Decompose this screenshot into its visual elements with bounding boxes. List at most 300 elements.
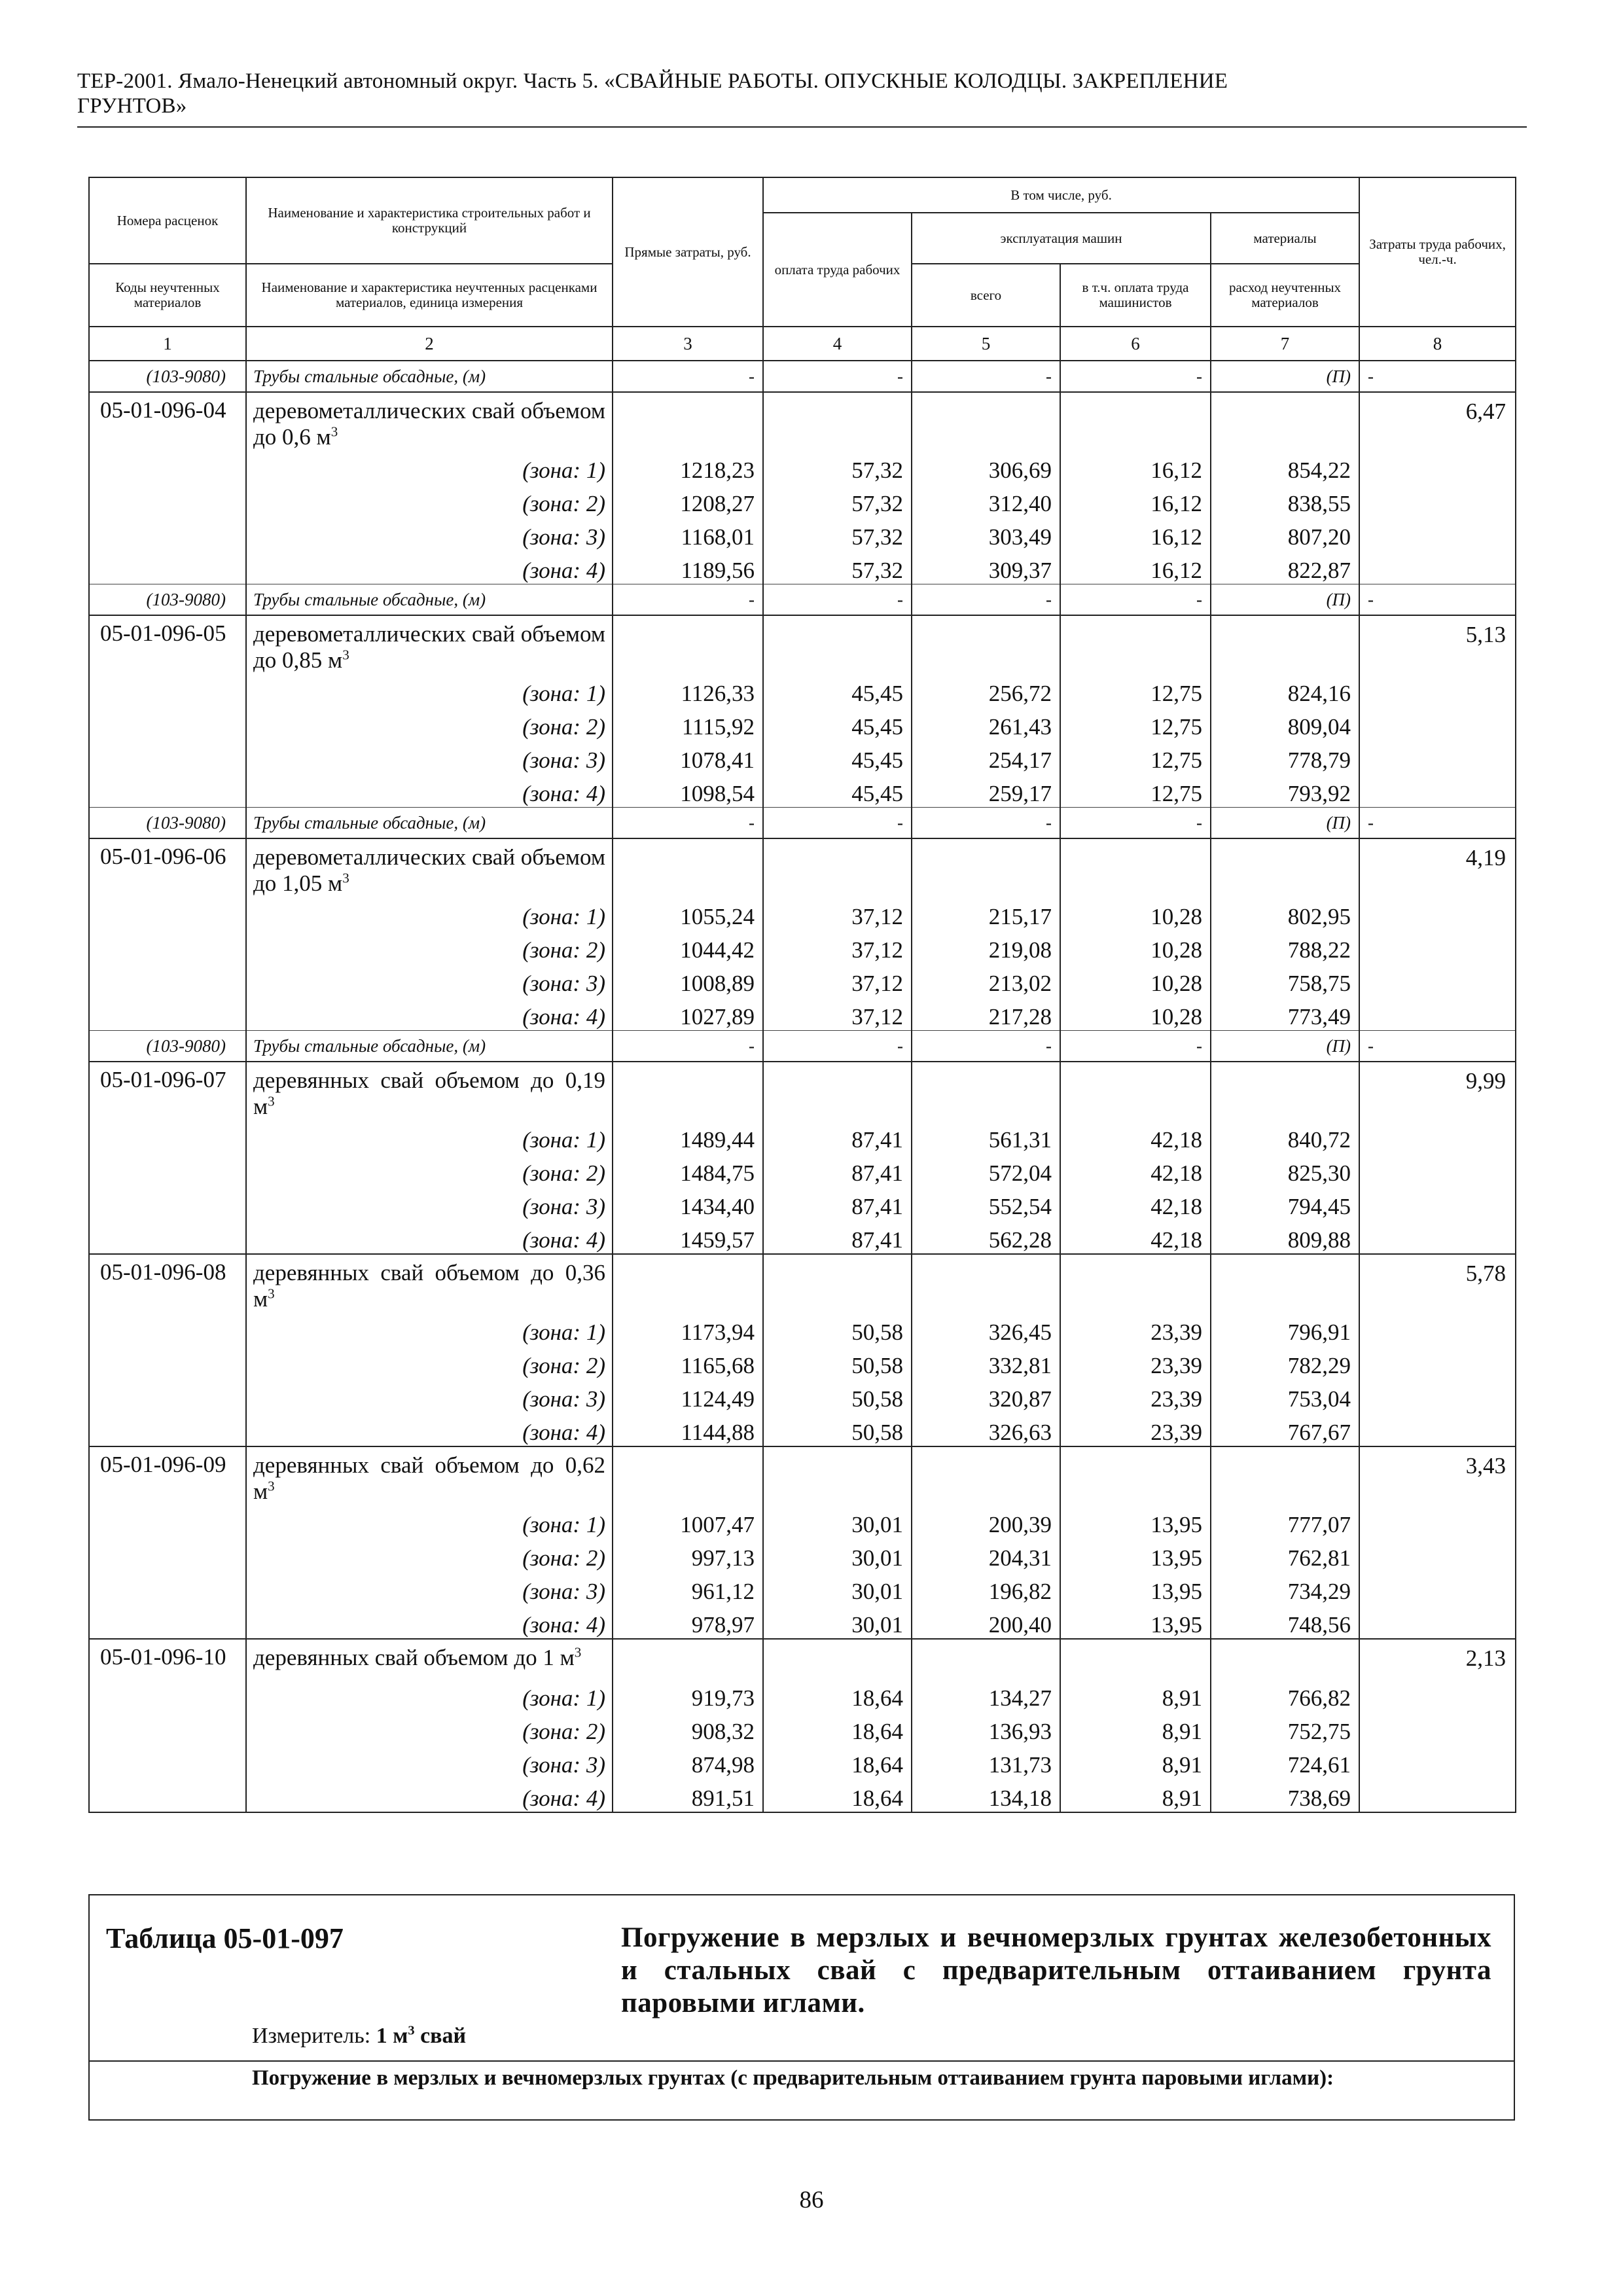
labor-cell xyxy=(1359,673,1516,707)
operators-pay: 23,39 xyxy=(1060,1312,1211,1346)
operators-pay: 10,28 xyxy=(1060,930,1211,963)
empty-cell xyxy=(1211,615,1359,673)
machines-total: 134,27 xyxy=(912,1678,1060,1712)
zone-row xyxy=(89,930,1516,963)
unit-superscript: 3 xyxy=(268,1093,275,1109)
zone-row xyxy=(89,740,1516,774)
machines-total: 561,31 xyxy=(912,1120,1060,1153)
workers-pay: 30,01 xyxy=(763,1605,912,1639)
labor-cell xyxy=(1359,963,1516,997)
zone-label: (зона: 2) xyxy=(246,1153,613,1187)
zone-code-cell xyxy=(89,1120,246,1153)
empty-cell xyxy=(1060,1639,1211,1678)
rate-name-text: деревянных свай объемом до 1 м xyxy=(253,1645,575,1670)
material-consumption: (П) xyxy=(1211,584,1359,616)
pipe-material-row xyxy=(89,808,1516,839)
zone-code-cell xyxy=(89,1538,246,1571)
rate-code: 05-01-096-08 xyxy=(89,1254,246,1312)
empty-cell xyxy=(613,392,763,450)
table-body xyxy=(89,361,1516,1812)
empty-cell xyxy=(763,1254,912,1312)
direct-costs: 1078,41 xyxy=(613,740,763,774)
unit-superscript: 3 xyxy=(342,647,349,663)
operators-pay: 12,75 xyxy=(1060,740,1211,774)
direct-costs: 1489,44 xyxy=(613,1120,763,1153)
zone-code-cell xyxy=(89,484,246,517)
meter-unit: 1 м xyxy=(376,2024,408,2048)
workers-pay: 30,01 xyxy=(763,1538,912,1571)
column-number-6: 6 xyxy=(1060,327,1211,361)
zone-code-cell xyxy=(89,740,246,774)
table-title: Погружение в мерзлых и вечномерзлых грунтах железобетонных и стальных свай с предварительным оттаиванием грунта паровыми иглами. xyxy=(621,1922,1491,2018)
zone-code-cell xyxy=(89,1346,246,1379)
rate-row xyxy=(89,615,1516,673)
machines-total: 320,87 xyxy=(912,1379,1060,1412)
empty-cell xyxy=(1211,838,1359,897)
zone-label: (зона: 3) xyxy=(246,517,613,550)
zone-code-cell xyxy=(89,1153,246,1187)
material-machines: - xyxy=(912,1031,1060,1062)
zone-code-cell xyxy=(89,930,246,963)
rate-name-text: деревометаллических свай объемом до 0,6 м xyxy=(253,398,605,450)
unit-superscript: 3 xyxy=(574,1644,582,1660)
machines-total: 196,82 xyxy=(912,1571,1060,1605)
rate-code: 05-01-096-10 xyxy=(89,1639,246,1678)
empty-cell xyxy=(613,838,763,897)
workers-pay: 57,32 xyxy=(763,484,912,517)
materials-cost: 767,67 xyxy=(1211,1412,1359,1446)
material-consumption: (П) xyxy=(1211,1031,1359,1062)
labor-cell xyxy=(1359,930,1516,963)
rate-row xyxy=(89,1254,1516,1312)
workers-pay: 18,64 xyxy=(763,1712,912,1745)
empty-cell xyxy=(1060,392,1211,450)
empty-cell xyxy=(613,1446,763,1505)
materials-cost: 838,55 xyxy=(1211,484,1359,517)
zone-label: (зона: 3) xyxy=(246,1745,613,1778)
rate-name xyxy=(246,615,613,673)
zone-code-cell xyxy=(89,1712,246,1745)
materials-cost: 782,29 xyxy=(1211,1346,1359,1379)
operators-pay: 23,39 xyxy=(1060,1346,1211,1379)
direct-costs: 1055,24 xyxy=(613,897,763,930)
labor-cell xyxy=(1359,484,1516,517)
meter-prefix: Измеритель: xyxy=(252,2024,376,2048)
material-machines: - xyxy=(912,584,1060,616)
rate-row xyxy=(89,1062,1516,1120)
unit-superscript: 3 xyxy=(342,870,349,886)
operators-pay: 13,95 xyxy=(1060,1538,1211,1571)
material-code: (103-9080) xyxy=(89,808,246,839)
machines-total: 219,08 xyxy=(912,930,1060,963)
operators-pay: 12,75 xyxy=(1060,673,1211,707)
header-material-names: Наименование и характеристика неучтенных расценками материалов, единица измерения xyxy=(246,264,613,327)
material-machines: - xyxy=(912,361,1060,392)
machines-total: 312,40 xyxy=(912,484,1060,517)
labor-cell xyxy=(1359,1678,1516,1712)
labor-cell xyxy=(1359,707,1516,740)
material-operators: - xyxy=(1060,808,1211,839)
zone-row xyxy=(89,1538,1516,1571)
empty-cell xyxy=(912,1254,1060,1312)
rate-name xyxy=(246,1062,613,1120)
material-direct: - xyxy=(613,1031,763,1062)
labor-cell xyxy=(1359,897,1516,930)
machines-total: 131,73 xyxy=(912,1745,1060,1778)
empty-cell xyxy=(763,1446,912,1505)
material-machines: - xyxy=(912,808,1060,839)
empty-cell xyxy=(763,615,912,673)
materials-cost: 762,81 xyxy=(1211,1538,1359,1571)
zone-code-cell xyxy=(89,774,246,808)
zone-row xyxy=(89,1187,1516,1220)
zone-code-cell xyxy=(89,1412,246,1446)
empty-cell xyxy=(1060,1062,1211,1120)
materials-cost: 766,82 xyxy=(1211,1678,1359,1712)
labor-cell xyxy=(1359,1379,1516,1412)
zone-label: (зона: 2) xyxy=(246,1346,613,1379)
zone-row xyxy=(89,673,1516,707)
rate-code: 05-01-096-04 xyxy=(89,392,246,450)
rate-code: 05-01-096-05 xyxy=(89,615,246,673)
operators-pay: 16,12 xyxy=(1060,450,1211,484)
material-operators: - xyxy=(1060,584,1211,616)
workers-pay: 87,41 xyxy=(763,1153,912,1187)
material-pay: - xyxy=(763,1031,912,1062)
direct-costs: 874,98 xyxy=(613,1745,763,1778)
operators-pay: 10,28 xyxy=(1060,963,1211,997)
operators-pay: 42,18 xyxy=(1060,1153,1211,1187)
zone-row xyxy=(89,774,1516,808)
zone-row xyxy=(89,1120,1516,1153)
machines-total: 259,17 xyxy=(912,774,1060,808)
labor-cell xyxy=(1359,997,1516,1031)
operators-pay: 13,95 xyxy=(1060,1605,1211,1639)
workers-pay: 45,45 xyxy=(763,707,912,740)
labor-cell xyxy=(1359,1187,1516,1220)
materials-cost: 854,22 xyxy=(1211,450,1359,484)
labor-costs: 4,19 xyxy=(1359,838,1516,897)
materials-cost: 738,69 xyxy=(1211,1778,1359,1812)
rate-name xyxy=(246,1254,613,1312)
direct-costs: 961,12 xyxy=(613,1571,763,1605)
zone-row xyxy=(89,897,1516,930)
header-labor-costs: Затраты труда рабочих, чел.-ч. xyxy=(1359,177,1516,327)
header-rule xyxy=(77,126,1527,128)
zone-code-cell xyxy=(89,673,246,707)
column-numbers-row xyxy=(89,327,1516,361)
zone-row xyxy=(89,1745,1516,1778)
column-number-7: 7 xyxy=(1211,327,1359,361)
zone-code-cell xyxy=(89,1745,246,1778)
direct-costs: 919,73 xyxy=(613,1678,763,1712)
measurement-unit xyxy=(252,2024,466,2049)
empty-cell xyxy=(613,615,763,673)
labor-cell xyxy=(1359,1712,1516,1745)
direct-costs: 1459,57 xyxy=(613,1220,763,1254)
column-number-8: 8 xyxy=(1359,327,1516,361)
materials-cost: 777,07 xyxy=(1211,1505,1359,1538)
materials-cost: 758,75 xyxy=(1211,963,1359,997)
table-header xyxy=(89,177,1516,361)
zone-row xyxy=(89,1346,1516,1379)
material-pay: - xyxy=(763,361,912,392)
labor-cell xyxy=(1359,774,1516,808)
empty-cell xyxy=(1060,838,1211,897)
empty-cell xyxy=(1211,1446,1359,1505)
direct-costs: 1484,75 xyxy=(613,1153,763,1187)
operators-pay: 42,18 xyxy=(1060,1187,1211,1220)
empty-cell xyxy=(1060,615,1211,673)
material-pay: - xyxy=(763,584,912,616)
materials-cost: 824,16 xyxy=(1211,673,1359,707)
material-consumption: (П) xyxy=(1211,361,1359,392)
machines-total: 552,54 xyxy=(912,1187,1060,1220)
zone-code-cell xyxy=(89,1678,246,1712)
operators-pay: 16,12 xyxy=(1060,550,1211,584)
empty-cell xyxy=(763,1062,912,1120)
zone-code-cell xyxy=(89,1312,246,1346)
pipe-material-row xyxy=(89,361,1516,392)
zone-label: (зона: 4) xyxy=(246,1412,613,1446)
table-05-01-097-heading xyxy=(88,1894,1515,2121)
workers-pay: 18,64 xyxy=(763,1678,912,1712)
column-number-3: 3 xyxy=(613,327,763,361)
material-name: Трубы стальные обсадные, (м) xyxy=(246,584,613,616)
machines-total: 332,81 xyxy=(912,1346,1060,1379)
header-machines-total: всего xyxy=(912,264,1060,327)
unit-superscript: 3 xyxy=(268,1285,275,1302)
labor-cell xyxy=(1359,450,1516,484)
rate-name xyxy=(246,392,613,450)
zone-label: (зона: 1) xyxy=(246,450,613,484)
direct-costs: 1126,33 xyxy=(613,673,763,707)
rate-code: 05-01-096-07 xyxy=(89,1062,246,1120)
labor-costs: 3,43 xyxy=(1359,1446,1516,1505)
column-number-2: 2 xyxy=(246,327,613,361)
zone-code-cell xyxy=(89,1187,246,1220)
materials-cost: 796,91 xyxy=(1211,1312,1359,1346)
operators-pay: 8,91 xyxy=(1060,1745,1211,1778)
machines-total: 254,17 xyxy=(912,740,1060,774)
zone-row xyxy=(89,1571,1516,1605)
empty-cell xyxy=(613,1062,763,1120)
rate-name xyxy=(246,1446,613,1505)
labor-cell xyxy=(1359,1778,1516,1812)
zone-label: (зона: 3) xyxy=(246,1187,613,1220)
zone-label: (зона: 4) xyxy=(246,997,613,1031)
workers-pay: 45,45 xyxy=(763,740,912,774)
workers-pay: 50,58 xyxy=(763,1312,912,1346)
zone-row xyxy=(89,1778,1516,1812)
section-divider xyxy=(90,2060,1514,2062)
header-workers-pay: оплата труда рабочих xyxy=(763,213,912,327)
column-number-1: 1 xyxy=(89,327,246,361)
direct-costs: 1434,40 xyxy=(613,1187,763,1220)
zone-row xyxy=(89,450,1516,484)
labor-cell xyxy=(1359,1346,1516,1379)
header-operators-pay: в т.ч. оплата труда машинистов xyxy=(1060,264,1211,327)
materials-cost: 822,87 xyxy=(1211,550,1359,584)
rate-row xyxy=(89,1446,1516,1505)
header-work-name: Наименование и характеристика строительных работ и конструкций xyxy=(246,177,613,264)
labor-costs: 6,47 xyxy=(1359,392,1516,450)
material-direct: - xyxy=(613,808,763,839)
workers-pay: 50,58 xyxy=(763,1412,912,1446)
empty-cell xyxy=(912,1446,1060,1505)
zone-label: (зона: 3) xyxy=(246,1379,613,1412)
material-code: (103-9080) xyxy=(89,361,246,392)
direct-costs: 1124,49 xyxy=(613,1379,763,1412)
labor-cell xyxy=(1359,517,1516,550)
empty-cell xyxy=(912,615,1060,673)
machines-total: 200,39 xyxy=(912,1505,1060,1538)
machines-total: 261,43 xyxy=(912,707,1060,740)
machines-total: 326,63 xyxy=(912,1412,1060,1446)
direct-costs: 1027,89 xyxy=(613,997,763,1031)
direct-costs: 978,97 xyxy=(613,1605,763,1639)
labor-costs: 5,13 xyxy=(1359,615,1516,673)
pipe-material-row xyxy=(89,1031,1516,1062)
direct-costs: 1208,27 xyxy=(613,484,763,517)
zone-label: (зона: 3) xyxy=(246,963,613,997)
meter-suffix: свай xyxy=(414,2024,467,2048)
machines-total: 134,18 xyxy=(912,1778,1060,1812)
header-direct-costs: Прямые затраты, руб. xyxy=(613,177,763,327)
material-labor: - xyxy=(1359,584,1516,616)
operators-pay: 8,91 xyxy=(1060,1712,1211,1745)
workers-pay: 18,64 xyxy=(763,1745,912,1778)
machines-total: 562,28 xyxy=(912,1220,1060,1254)
empty-cell xyxy=(912,1639,1060,1678)
zone-label: (зона: 1) xyxy=(246,1120,613,1153)
unit-superscript: 3 xyxy=(330,423,338,440)
workers-pay: 37,12 xyxy=(763,930,912,963)
labor-cell xyxy=(1359,1153,1516,1187)
empty-cell xyxy=(763,392,912,450)
workers-pay: 57,32 xyxy=(763,517,912,550)
material-labor: - xyxy=(1359,808,1516,839)
materials-cost: 734,29 xyxy=(1211,1571,1359,1605)
labor-costs: 9,99 xyxy=(1359,1062,1516,1120)
zone-code-cell xyxy=(89,997,246,1031)
pipe-material-row xyxy=(89,584,1516,616)
machines-total: 204,31 xyxy=(912,1538,1060,1571)
header-rate-numbers: Номера расценок xyxy=(89,177,246,264)
page-header xyxy=(77,69,1527,118)
materials-cost: 802,95 xyxy=(1211,897,1359,930)
zone-row xyxy=(89,1678,1516,1712)
zone-label: (зона: 1) xyxy=(246,673,613,707)
workers-pay: 45,45 xyxy=(763,774,912,808)
zone-row xyxy=(89,997,1516,1031)
workers-pay: 50,58 xyxy=(763,1346,912,1379)
operators-pay: 8,91 xyxy=(1060,1778,1211,1812)
labor-costs: 5,78 xyxy=(1359,1254,1516,1312)
zone-row xyxy=(89,963,1516,997)
direct-costs: 891,51 xyxy=(613,1778,763,1812)
materials-cost: 793,92 xyxy=(1211,774,1359,808)
operators-pay: 42,18 xyxy=(1060,1120,1211,1153)
rate-row xyxy=(89,1639,1516,1678)
rate-name xyxy=(246,838,613,897)
zone-code-cell xyxy=(89,707,246,740)
header-including: В том числе, руб. xyxy=(763,177,1359,213)
materials-cost: 778,79 xyxy=(1211,740,1359,774)
zone-code-cell xyxy=(89,550,246,584)
zone-label: (зона: 2) xyxy=(246,1712,613,1745)
direct-costs: 1115,92 xyxy=(613,707,763,740)
machines-total: 306,69 xyxy=(912,450,1060,484)
zone-code-cell xyxy=(89,1571,246,1605)
material-code: (103-9080) xyxy=(89,584,246,616)
zone-label: (зона: 1) xyxy=(246,1505,613,1538)
table-subtitle: Погружение в мерзлых и вечномерзлых грунтах (с предварительным оттаиванием грунта паровыми иглами): xyxy=(252,2066,1334,2090)
materials-cost: 748,56 xyxy=(1211,1605,1359,1639)
machines-total: 200,40 xyxy=(912,1605,1060,1639)
machines-total: 256,72 xyxy=(912,673,1060,707)
empty-cell xyxy=(912,1062,1060,1120)
zone-row xyxy=(89,1712,1516,1745)
zone-code-cell xyxy=(89,1778,246,1812)
material-name: Трубы стальные обсадные, (м) xyxy=(246,808,613,839)
zone-code-cell xyxy=(89,1505,246,1538)
operators-pay: 8,91 xyxy=(1060,1678,1211,1712)
rate-row xyxy=(89,838,1516,897)
material-code: (103-9080) xyxy=(89,1031,246,1062)
direct-costs: 1173,94 xyxy=(613,1312,763,1346)
zone-code-cell xyxy=(89,1605,246,1639)
material-labor: - xyxy=(1359,361,1516,392)
machines-total: 572,04 xyxy=(912,1153,1060,1187)
direct-costs: 908,32 xyxy=(613,1712,763,1745)
zone-code-cell xyxy=(89,1220,246,1254)
zone-row xyxy=(89,484,1516,517)
header-material-codes: Коды неучтенных материалов xyxy=(89,264,246,327)
labor-cell xyxy=(1359,550,1516,584)
operators-pay: 13,95 xyxy=(1060,1505,1211,1538)
material-name: Трубы стальные обсадные, (м) xyxy=(246,1031,613,1062)
labor-cell xyxy=(1359,740,1516,774)
material-operators: - xyxy=(1060,1031,1211,1062)
material-direct: - xyxy=(613,361,763,392)
workers-pay: 18,64 xyxy=(763,1778,912,1812)
header-materials: материалы xyxy=(1211,213,1359,264)
zone-code-cell xyxy=(89,897,246,930)
workers-pay: 87,41 xyxy=(763,1187,912,1220)
labor-cell xyxy=(1359,1605,1516,1639)
zone-label: (зона: 4) xyxy=(246,1605,613,1639)
machines-total: 326,45 xyxy=(912,1312,1060,1346)
materials-cost: 840,72 xyxy=(1211,1120,1359,1153)
zone-row xyxy=(89,1220,1516,1254)
workers-pay: 57,32 xyxy=(763,450,912,484)
machines-total: 217,28 xyxy=(912,997,1060,1031)
column-number-4: 4 xyxy=(763,327,912,361)
materials-cost: 753,04 xyxy=(1211,1379,1359,1412)
operators-pay: 42,18 xyxy=(1060,1220,1211,1254)
workers-pay: 30,01 xyxy=(763,1571,912,1605)
materials-cost: 825,30 xyxy=(1211,1153,1359,1187)
workers-pay: 45,45 xyxy=(763,673,912,707)
unit-superscript: 3 xyxy=(268,1478,275,1494)
labor-cell xyxy=(1359,1312,1516,1346)
direct-costs: 997,13 xyxy=(613,1538,763,1571)
zone-row xyxy=(89,1153,1516,1187)
labor-cell xyxy=(1359,1538,1516,1571)
operators-pay: 12,75 xyxy=(1060,707,1211,740)
empty-cell xyxy=(613,1254,763,1312)
